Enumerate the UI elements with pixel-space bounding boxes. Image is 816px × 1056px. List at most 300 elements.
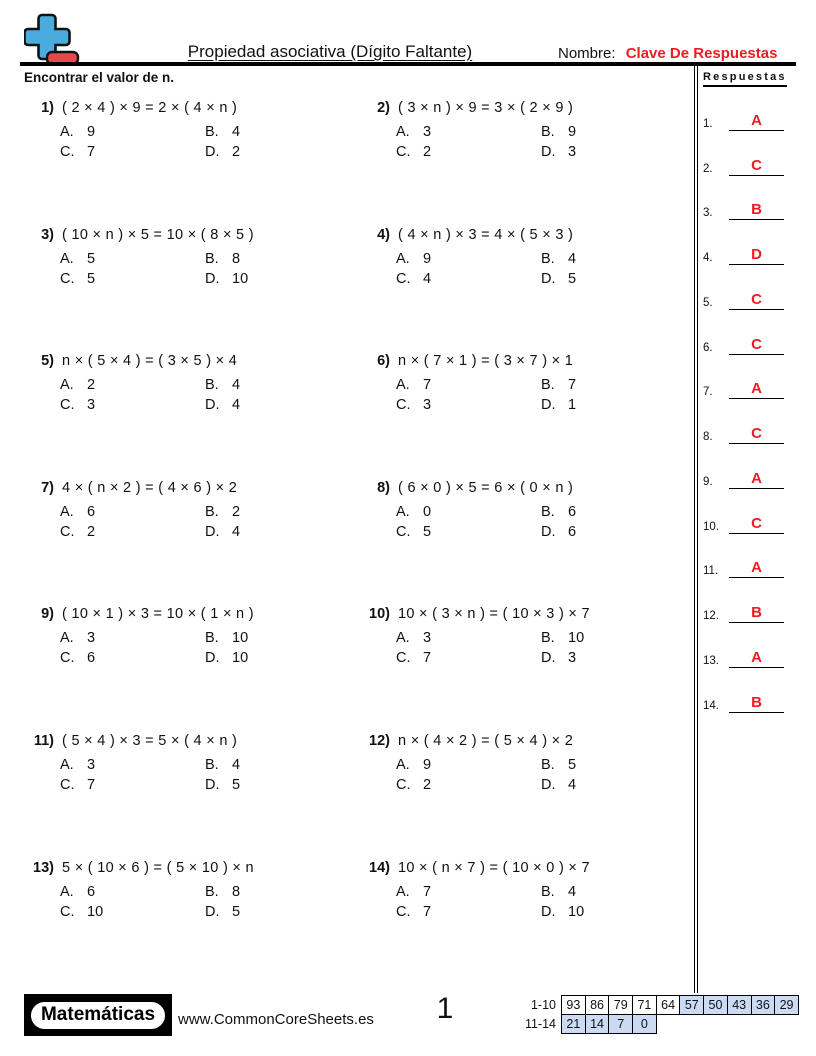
option-value: 6 — [568, 523, 577, 540]
question-equation: ( 10 × n ) × 5 = 10 × ( 8 × 5 ) — [62, 226, 254, 243]
answer-blank — [729, 246, 784, 265]
option-value: 3 — [423, 397, 432, 414]
option-value: 10 — [568, 903, 585, 920]
option-label: A. — [396, 756, 410, 773]
option-b — [541, 630, 690, 646]
answer-letter: C — [751, 156, 762, 174]
name-row — [558, 45, 777, 62]
option-label: D. — [205, 650, 220, 667]
option-b — [205, 757, 360, 773]
option-value: 2 — [87, 523, 96, 540]
answer-blank — [729, 515, 784, 534]
option-value: 7 — [87, 144, 96, 160]
option-label: B. — [541, 630, 555, 647]
option-label: A. — [60, 250, 74, 267]
option-value: 2 — [423, 144, 432, 160]
page-title: Propiedad asociativa (Dígito Faltante) — [187, 42, 473, 61]
answer-letter: C — [751, 335, 762, 353]
option-value: 3 — [87, 630, 96, 647]
answer-letter: A — [751, 111, 762, 129]
score-cell: 86 — [585, 995, 610, 1015]
answer-blank — [729, 649, 784, 668]
option-label: C. — [396, 523, 411, 540]
option-value: 8 — [232, 250, 241, 267]
question-equation: 5 × ( 10 × 6 ) = ( 5 × 10 ) × n — [62, 859, 254, 876]
question — [24, 476, 360, 603]
option-label: D. — [541, 270, 556, 287]
question — [360, 349, 690, 476]
option-label: C. — [396, 270, 411, 287]
question — [360, 476, 690, 603]
option-value: 4 — [232, 523, 241, 540]
option-c — [60, 777, 205, 793]
option-value: 6 — [87, 883, 96, 900]
option-value: 5 — [568, 756, 577, 773]
option-label: C. — [396, 144, 411, 160]
option-a — [396, 504, 541, 520]
answer-item — [703, 310, 795, 355]
questions-grid — [24, 96, 690, 982]
option-label: D. — [541, 650, 556, 667]
option-d — [205, 904, 360, 920]
option-d — [541, 777, 690, 793]
option-label: B. — [541, 756, 555, 773]
option-value: 9 — [87, 124, 96, 140]
answer-item — [703, 265, 795, 310]
answer-number: 3. — [703, 207, 713, 220]
option-d — [541, 271, 690, 287]
option-label: A. — [60, 883, 74, 900]
score-cell: 50 — [703, 995, 728, 1015]
option-label: C. — [60, 650, 75, 667]
score-table — [518, 995, 799, 1034]
option-label: C. — [60, 523, 75, 540]
option-d — [541, 144, 690, 160]
answer-blank — [729, 604, 784, 623]
question — [360, 223, 690, 350]
answer-number: 13. — [703, 654, 719, 667]
option-a — [60, 124, 205, 140]
option-a — [60, 504, 205, 520]
option-value: 9 — [423, 756, 432, 773]
answer-number: 6. — [703, 341, 713, 354]
score-row-label: 11-14 — [524, 1017, 556, 1031]
score-cell: 36 — [751, 995, 776, 1015]
answer-letter: C — [751, 514, 762, 532]
option-a — [396, 124, 541, 140]
option-label: C. — [396, 397, 411, 414]
page-number: 1 — [436, 992, 454, 1025]
option-label: D. — [205, 397, 220, 414]
option-d — [541, 397, 690, 413]
option-d — [541, 650, 690, 666]
option-label: B. — [541, 250, 555, 267]
answers-list — [703, 86, 795, 713]
option-b — [541, 251, 690, 267]
option-value: 8 — [232, 883, 241, 900]
answer-item — [703, 355, 795, 400]
option-label: C. — [60, 397, 75, 414]
option-value: 3 — [423, 630, 432, 647]
score-cell: 14 — [585, 1014, 610, 1034]
answer-item — [703, 131, 795, 176]
option-label: A. — [396, 377, 410, 394]
score-cell: 93 — [561, 995, 586, 1015]
question-options — [396, 124, 690, 160]
answer-item — [703, 86, 795, 131]
option-value: 5 — [87, 270, 96, 287]
option-c — [60, 904, 205, 920]
question — [24, 602, 360, 729]
option-c — [60, 524, 205, 540]
option-b — [541, 757, 690, 773]
score-cell: 79 — [608, 995, 633, 1015]
question-equation: 10 × ( n × 7 ) = ( 10 × 0 ) × 7 — [398, 859, 590, 876]
question-equation: ( 10 × 1 ) × 3 = 10 × ( 1 × n ) — [62, 606, 254, 623]
score-cell: 57 — [679, 995, 704, 1015]
option-value: 7 — [423, 377, 432, 394]
question-number: 3) — [41, 226, 54, 243]
answer-blank — [729, 425, 784, 444]
option-value: 4 — [232, 124, 241, 140]
option-label: B. — [205, 883, 219, 900]
answer-letter: C — [751, 425, 762, 442]
option-label: D. — [205, 903, 220, 920]
question-number: 2) — [377, 100, 390, 116]
answer-blank — [729, 470, 784, 489]
question-options — [60, 757, 360, 793]
option-d — [205, 777, 360, 793]
option-b — [205, 504, 360, 520]
question — [24, 856, 360, 983]
option-value: 5 — [87, 250, 96, 267]
option-b — [205, 884, 360, 900]
answer-item — [703, 668, 795, 713]
answer-blank — [729, 380, 784, 399]
instruction-text: Encontrar el valor de n. — [24, 70, 175, 85]
option-value: 1 — [568, 397, 577, 414]
name-value: Clave De Respuestas — [625, 45, 778, 62]
option-value: 4 — [232, 756, 241, 773]
option-label: B. — [541, 377, 555, 394]
question-options — [396, 630, 690, 666]
option-d — [541, 524, 690, 540]
question-number: 11) — [33, 732, 54, 749]
score-cell: 29 — [774, 995, 799, 1015]
option-value: 7 — [423, 903, 432, 920]
brand-label: Matemáticas — [30, 1001, 166, 1030]
question-options — [60, 884, 360, 920]
answer-letter: D — [751, 246, 762, 263]
option-label: C. — [396, 903, 411, 920]
answer-item — [703, 176, 795, 221]
option-label: D. — [541, 903, 556, 920]
answer-blank — [729, 157, 784, 176]
question-number: 4) — [377, 226, 390, 243]
option-label: C. — [396, 776, 411, 793]
score-row-1 — [518, 995, 799, 1015]
option-value: 2 — [87, 377, 96, 394]
question-number: 13) — [33, 859, 54, 876]
score-cells — [562, 995, 799, 1015]
option-value: 3 — [87, 397, 96, 414]
score-cell: 21 — [561, 1014, 586, 1034]
option-value: 6 — [87, 650, 96, 667]
option-value: 10 — [568, 630, 585, 647]
option-value: 7 — [423, 650, 432, 667]
answer-letter: B — [751, 201, 762, 219]
question-options — [396, 884, 690, 920]
answer-item — [703, 578, 795, 623]
option-value: 3 — [87, 756, 96, 773]
option-label: D. — [205, 144, 220, 160]
option-value: 9 — [568, 124, 577, 140]
option-label: A. — [396, 124, 410, 140]
answer-letter: B — [751, 693, 762, 711]
option-a — [396, 377, 541, 393]
option-value: 7 — [568, 377, 577, 394]
answer-item — [703, 623, 795, 668]
answer-number: 12. — [703, 610, 719, 622]
answer-number: 2. — [703, 162, 713, 175]
question — [360, 856, 690, 983]
question — [24, 223, 360, 350]
option-a — [60, 757, 205, 773]
option-b — [205, 630, 360, 646]
website-link[interactable]: www.CommonCoreSheets.es — [178, 1011, 374, 1028]
score-row-label: 1-10 — [530, 998, 556, 1012]
option-label: D. — [541, 776, 556, 793]
answer-letter: B — [751, 604, 762, 621]
answer-number: 14. — [703, 699, 719, 712]
answer-number: 4. — [703, 252, 713, 264]
option-label: B. — [541, 124, 555, 140]
header-rule — [20, 62, 796, 66]
answer-number: 10. — [703, 520, 719, 533]
answer-number: 1. — [703, 117, 713, 130]
option-value: 6 — [87, 503, 96, 520]
option-label: C. — [60, 776, 75, 793]
option-label: C. — [60, 270, 75, 287]
question-equation: n × ( 5 × 4 ) = ( 3 × 5 ) × 4 — [62, 353, 238, 370]
option-a — [60, 630, 205, 646]
option-label: B. — [205, 756, 219, 773]
option-a — [396, 884, 541, 900]
option-a — [396, 630, 541, 646]
score-row-2 — [518, 1014, 799, 1034]
score-cell: 0 — [632, 1014, 657, 1034]
option-value: 7 — [423, 883, 432, 900]
question-options — [396, 757, 690, 793]
option-c — [60, 650, 205, 666]
answer-number: 11. — [703, 565, 719, 578]
question-options — [396, 377, 690, 413]
option-label: A. — [396, 883, 410, 900]
question-number: 12) — [369, 732, 390, 749]
question-number: 10) — [369, 606, 390, 623]
option-value: 3 — [568, 144, 577, 160]
question-options — [60, 124, 360, 160]
option-value: 10 — [87, 903, 104, 920]
answer-letter: A — [751, 648, 762, 666]
option-label: A. — [60, 124, 74, 140]
question-number: 5) — [41, 353, 54, 370]
question — [360, 96, 690, 223]
option-label: C. — [60, 903, 75, 920]
question — [24, 349, 360, 476]
question-number: 7) — [41, 479, 54, 496]
option-label: A. — [396, 250, 410, 267]
option-value: 4 — [232, 397, 241, 414]
option-value: 2 — [232, 503, 241, 520]
option-a — [60, 251, 205, 267]
option-value: 2 — [232, 144, 241, 160]
option-c — [396, 397, 541, 413]
answer-item — [703, 444, 795, 489]
option-value: 4 — [232, 377, 241, 394]
question-equation: ( 5 × 4 ) × 3 = 5 × ( 4 × n ) — [62, 732, 238, 749]
answer-number: 8. — [703, 431, 713, 443]
option-c — [60, 271, 205, 287]
score-cell: 43 — [727, 995, 752, 1015]
question-number: 9) — [41, 606, 54, 623]
option-label: A. — [396, 503, 410, 520]
option-c — [396, 144, 541, 160]
option-c — [396, 271, 541, 287]
option-label: A. — [60, 377, 74, 394]
question-number: 8) — [377, 479, 390, 496]
question-number: 6) — [377, 353, 390, 370]
option-value: 4 — [568, 883, 577, 900]
option-value: 4 — [423, 270, 432, 287]
option-d — [205, 144, 360, 160]
option-value: 9 — [423, 250, 432, 267]
option-label: B. — [205, 124, 219, 140]
answer-letter: C — [751, 290, 762, 308]
score-cell: 7 — [608, 1014, 633, 1034]
answer-blank — [729, 694, 784, 713]
option-value: 0 — [423, 503, 432, 520]
option-a — [60, 884, 205, 900]
option-label: A. — [396, 630, 410, 647]
question-options — [396, 504, 690, 540]
score-cells — [562, 1014, 657, 1034]
question-options — [60, 504, 360, 540]
option-b — [205, 251, 360, 267]
option-b — [541, 884, 690, 900]
option-c — [396, 777, 541, 793]
option-value: 4 — [568, 776, 577, 793]
option-value: 10 — [232, 650, 249, 667]
option-value: 3 — [568, 650, 577, 667]
question — [360, 729, 690, 856]
answer-blank — [729, 112, 784, 131]
question — [360, 602, 690, 729]
option-c — [396, 650, 541, 666]
question-options — [60, 377, 360, 413]
question-options — [60, 251, 360, 287]
option-value: 3 — [423, 124, 432, 140]
question — [24, 729, 360, 856]
question-number: 1) — [41, 100, 54, 116]
answers-panel-title: Respuestas — [703, 71, 787, 87]
answer-number: 7. — [703, 386, 713, 399]
question-equation: n × ( 4 × 2 ) = ( 5 × 4 ) × 2 — [398, 732, 574, 749]
option-label: B. — [205, 377, 219, 394]
answer-item — [703, 534, 795, 579]
option-c — [396, 904, 541, 920]
option-value: 4 — [568, 250, 577, 267]
name-label: Nombre: — [558, 45, 616, 62]
option-a — [60, 377, 205, 393]
option-b — [205, 377, 360, 393]
answer-item — [703, 489, 795, 534]
option-label: D. — [205, 270, 220, 287]
option-label: D. — [205, 776, 220, 793]
option-value: 5 — [232, 903, 241, 920]
option-value: 2 — [423, 776, 432, 793]
answer-letter: A — [751, 380, 762, 398]
answers-separator — [694, 66, 698, 993]
option-label: D. — [541, 144, 556, 160]
answer-number: 5. — [703, 296, 713, 309]
score-cell: 64 — [656, 995, 681, 1015]
option-value: 6 — [568, 503, 577, 520]
answer-letter: A — [751, 469, 762, 487]
question-equation: 10 × ( 3 × n ) = ( 10 × 3 ) × 7 — [398, 606, 590, 623]
option-b — [205, 124, 360, 140]
option-label: B. — [205, 503, 219, 520]
option-b — [541, 124, 690, 140]
option-d — [541, 904, 690, 920]
option-value: 5 — [423, 523, 432, 540]
option-b — [541, 377, 690, 393]
answer-number: 9. — [703, 475, 713, 488]
option-d — [205, 650, 360, 666]
answer-blank — [729, 336, 784, 355]
option-value: 10 — [232, 630, 249, 647]
option-label: A. — [60, 503, 74, 520]
question-equation: ( 3 × n ) × 9 = 3 × ( 2 × 9 ) — [398, 100, 574, 116]
answer-blank — [729, 559, 784, 578]
option-label: D. — [541, 523, 556, 540]
option-label: C. — [396, 650, 411, 667]
option-label: B. — [205, 630, 219, 647]
option-a — [396, 251, 541, 267]
option-label: C. — [60, 144, 75, 160]
question-number: 14) — [369, 859, 390, 876]
question-equation: 4 × ( n × 2 ) = ( 4 × 6 ) × 2 — [62, 479, 238, 496]
question-options — [60, 630, 360, 666]
option-b — [541, 504, 690, 520]
question-equation: ( 2 × 4 ) × 9 = 2 × ( 4 × n ) — [62, 100, 238, 116]
option-value: 7 — [87, 776, 96, 793]
option-label: D. — [541, 397, 556, 414]
option-label: A. — [60, 756, 74, 773]
option-label: D. — [205, 523, 220, 540]
option-d — [205, 524, 360, 540]
option-d — [205, 397, 360, 413]
answer-item — [703, 220, 795, 265]
question-equation: ( 4 × n ) × 3 = 4 × ( 5 × 3 ) — [398, 226, 574, 243]
option-label: A. — [60, 630, 74, 647]
question-equation: ( 6 × 0 ) × 5 = 6 × ( 0 × n ) — [398, 479, 574, 496]
answer-blank — [729, 291, 784, 310]
option-label: B. — [541, 503, 555, 520]
option-c — [396, 524, 541, 540]
answer-blank — [729, 201, 784, 220]
option-a — [396, 757, 541, 773]
